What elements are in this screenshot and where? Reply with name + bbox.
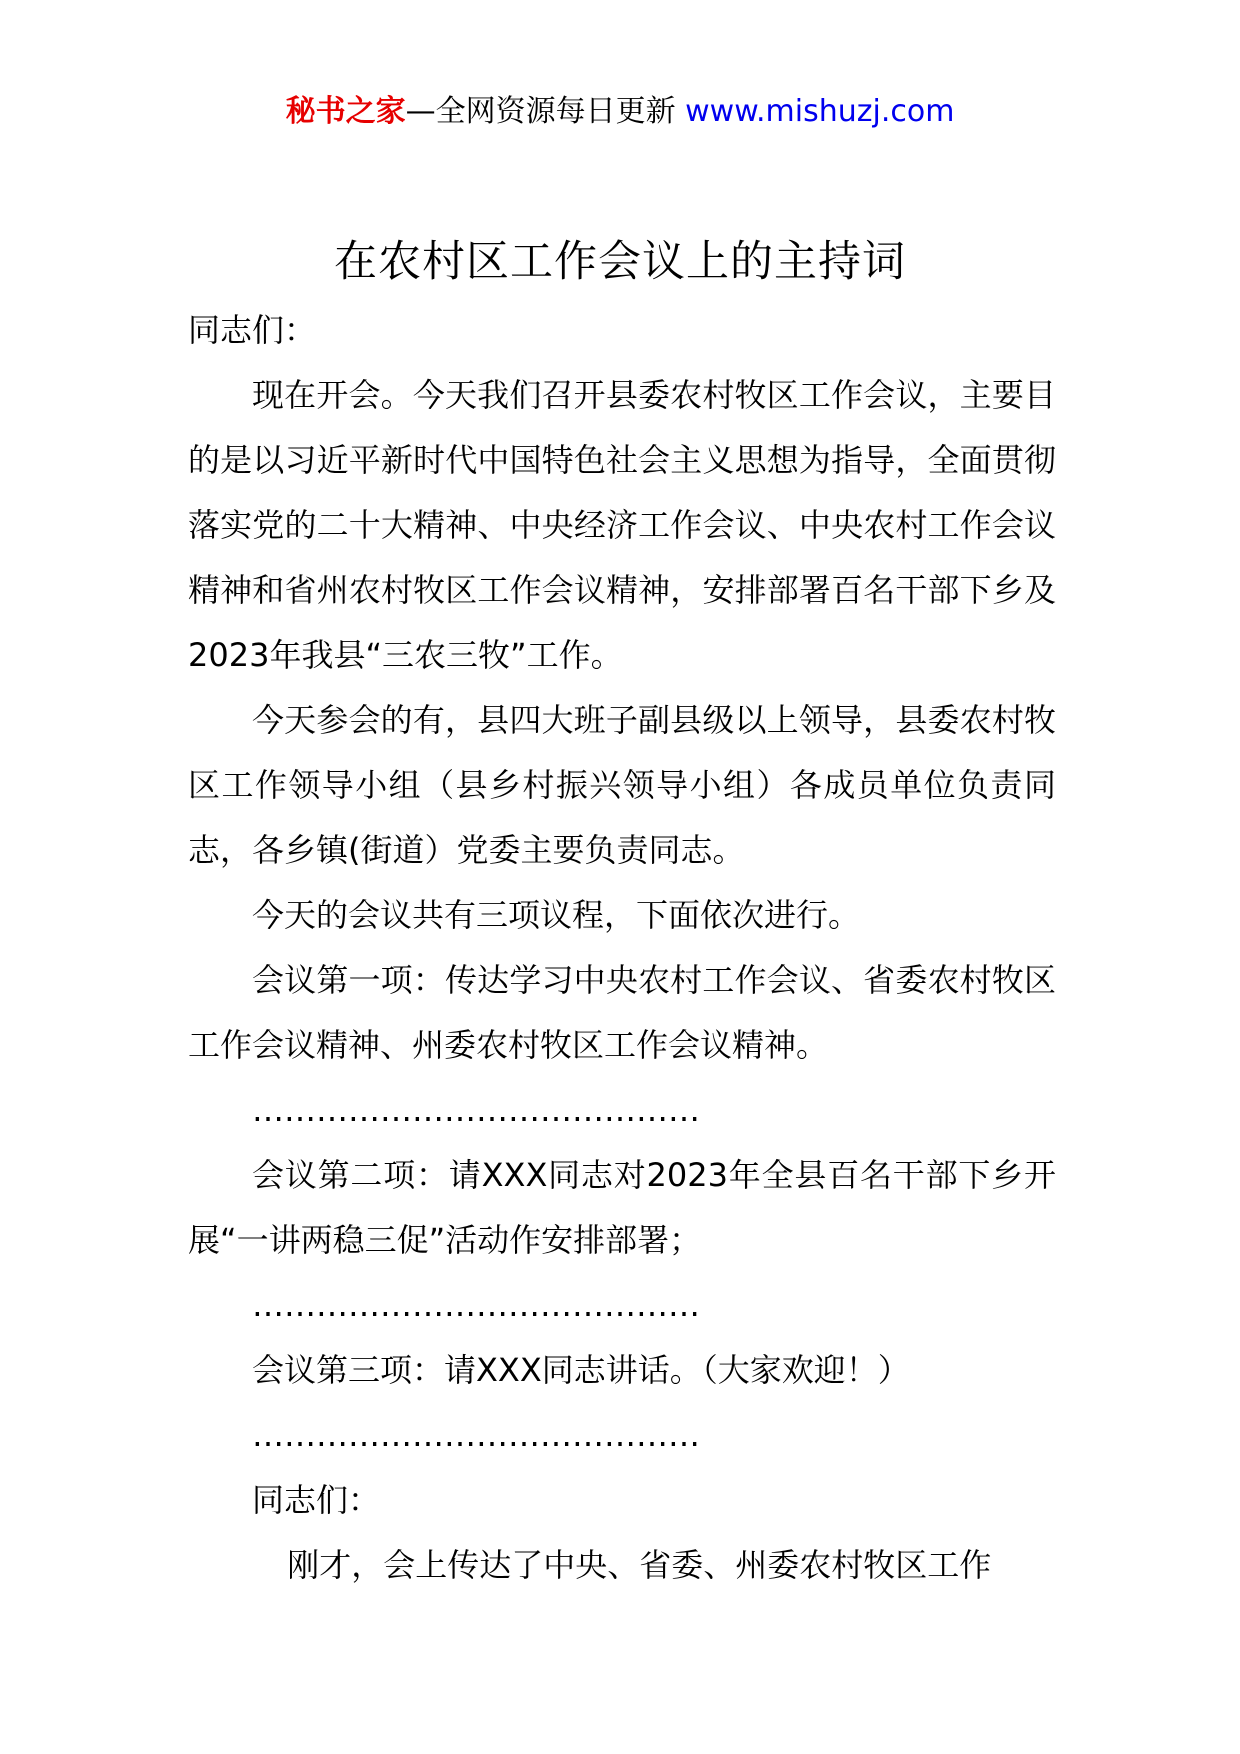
paragraph-closing: 刚才，会上传达了中央、省委、州委农村牧区工作 — [287, 1546, 992, 1584]
ellipsis-line: …………………………………… — [252, 1416, 700, 1454]
site-brand: 秘书之家 — [285, 94, 406, 129]
site-header — [0, 90, 1240, 134]
agenda-item-1: 会议第一项：传达学习中央农村工作会议、省委农村牧区工作会议精神、州委农村牧区工作会议精神。 — [188, 961, 1056, 1064]
salutation: 同志们： — [188, 311, 317, 349]
paragraph-agenda-intro: 今天的会议共有三项议程，下面依次进行。 — [252, 896, 861, 934]
document-body — [188, 298, 1056, 1598]
closing-salutation: 同志们： — [252, 1481, 381, 1519]
site-url-link[interactable]: www.mishuzj.com — [685, 94, 955, 129]
document-title: 在农村区工作会议上的主持词 — [334, 237, 906, 287]
site-tagline: —全网资源每日更新 — [405, 94, 686, 129]
agenda-item-3: 会议第三项：请XXX同志讲话。（大家欢迎！） — [252, 1351, 910, 1389]
agenda-item-2: 会议第二项：请XXX同志对2023年全县百名干部下乡开展“一讲两稳三促”活动作安排部署； — [188, 1156, 1056, 1259]
ellipsis-line: …………………………………… — [252, 1286, 700, 1324]
paragraph-opening: 现在开会。今天我们召开县委农村牧区工作会议，主要目的是以习近平新时代中国特色社会主义思想为指导，全面贯彻落实党的二十大精神、中央经济工作会议、中央农村工作会议精神和省州农村牧区工作会议精神，安排部署百名干部下乡及2023年我县“三农三牧”工作。 — [188, 376, 1056, 674]
ellipsis-line: …………………………………… — [252, 1091, 700, 1129]
paragraph-attendees: 今天参会的有，县四大班子副县级以上领导，县委农村牧区工作领导小组（县乡村振兴领导小组）各成员单位负责同志，各乡镇(街道）党委主要负责同志。 — [188, 701, 1056, 869]
